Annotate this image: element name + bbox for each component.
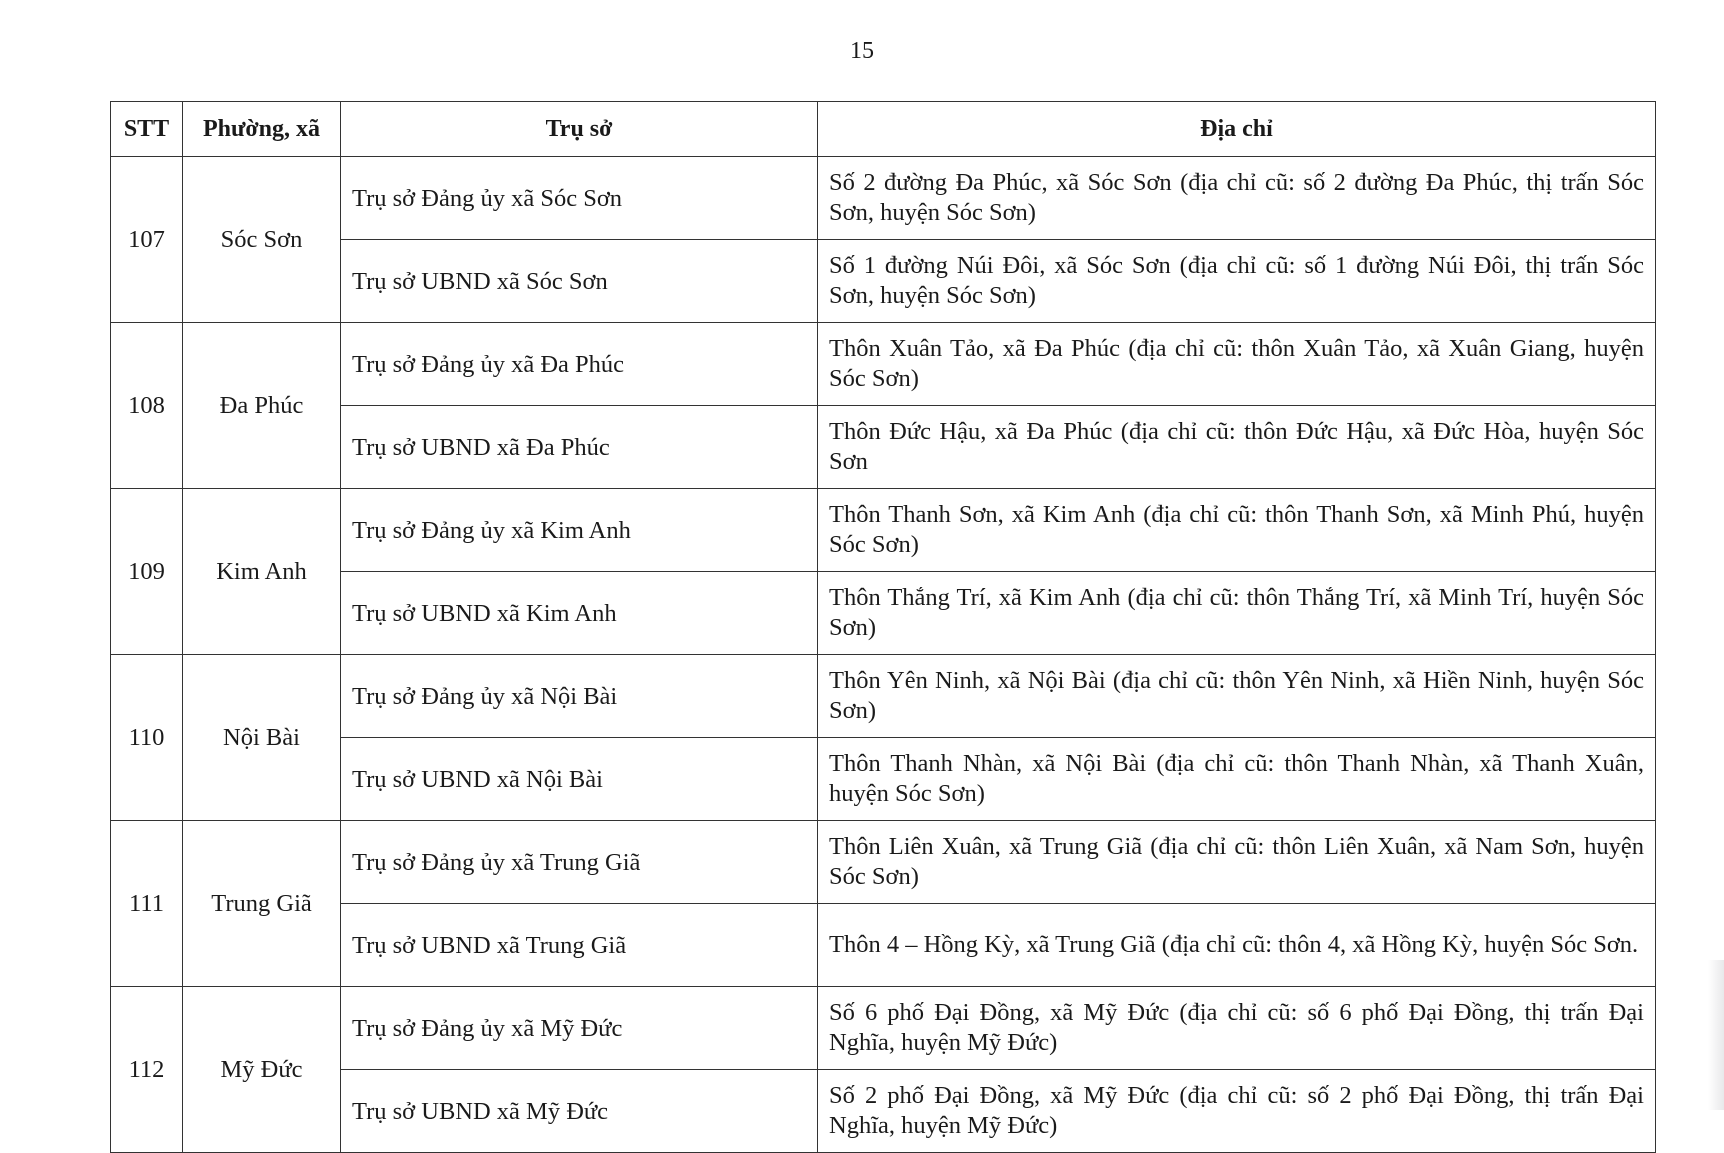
- office-cell: Trụ sở UBND xã Sóc Sơn: [341, 240, 818, 323]
- table-row: [111, 323, 1656, 406]
- table-row: [111, 987, 1656, 1070]
- address-cell: Số 2 phố Đại Đồng, xã Mỹ Đức (địa chỉ cũ: số 2 phố Đại Đồng, thị trấn Đại Nghĩa, huyện Mỹ Đức): [818, 1070, 1656, 1153]
- address-cell: Thôn Liên Xuân, xã Trung Giã (địa chỉ cũ: thôn Liên Xuân, xã Nam Sơn, huyện Sóc Sơn): [818, 821, 1656, 904]
- office-cell: Trụ sở Đảng ủy xã Mỹ Đức: [341, 987, 818, 1070]
- office-cell: Trụ sở UBND xã Mỹ Đức: [341, 1070, 818, 1153]
- office-cell: Trụ sở Đảng ủy xã Sóc Sơn: [341, 157, 818, 240]
- scan-edge-shadow: [1708, 960, 1724, 1110]
- stt-cell: 112: [111, 987, 183, 1153]
- address-cell: Thôn Thanh Sơn, xã Kim Anh (địa chỉ cũ: thôn Thanh Sơn, xã Minh Phú, huyện Sóc Sơn): [818, 489, 1656, 572]
- office-cell: Trụ sở Đảng ủy xã Đa Phúc: [341, 323, 818, 406]
- table-row: [111, 406, 1656, 489]
- address-cell: Số 1 đường Núi Đôi, xã Sóc Sơn (địa chỉ cũ: số 1 đường Núi Đôi, thị trấn Sóc Sơn, huyện Sóc Sơn): [818, 240, 1656, 323]
- table-row: [111, 655, 1656, 738]
- address-cell: Thôn 4 – Hồng Kỳ, xã Trung Giã (địa chỉ cũ: thôn 4, xã Hồng Kỳ, huyện Sóc Sơn.: [818, 904, 1656, 987]
- office-cell: Trụ sở Đảng ủy xã Nội Bài: [341, 655, 818, 738]
- header-address: Địa chỉ: [818, 102, 1656, 157]
- ward-cell: Mỹ Đức: [183, 987, 341, 1153]
- address-cell: Thôn Thắng Trí, xã Kim Anh (địa chỉ cũ: thôn Thắng Trí, xã Minh Trí, huyện Sóc Sơn): [818, 572, 1656, 655]
- ward-cell: Kim Anh: [183, 489, 341, 655]
- office-cell: Trụ sở UBND xã Trung Giã: [341, 904, 818, 987]
- stt-cell: 109: [111, 489, 183, 655]
- office-cell: Trụ sở Đảng ủy xã Kim Anh: [341, 489, 818, 572]
- table-row: [111, 904, 1656, 987]
- stt-cell: 111: [111, 821, 183, 987]
- table-row: [111, 240, 1656, 323]
- address-cell: Số 6 phố Đại Đồng, xã Mỹ Đức (địa chỉ cũ: số 6 phố Đại Đồng, thị trấn Đại Nghĩa, huyện Mỹ Đức): [818, 987, 1656, 1070]
- ward-cell: Trung Giã: [183, 821, 341, 987]
- table-row: [111, 821, 1656, 904]
- stt-cell: 107: [111, 157, 183, 323]
- table-row: [111, 489, 1656, 572]
- ward-cell: Nội Bài: [183, 655, 341, 821]
- table-row: [111, 157, 1656, 240]
- address-cell: Thôn Xuân Tảo, xã Đa Phúc (địa chỉ cũ: thôn Xuân Tảo, xã Xuân Giang, huyện Sóc Sơn): [818, 323, 1656, 406]
- ward-cell: Đa Phúc: [183, 323, 341, 489]
- office-cell: Trụ sở UBND xã Đa Phúc: [341, 406, 818, 489]
- address-cell: Thôn Thanh Nhàn, xã Nội Bài (địa chỉ cũ: thôn Thanh Nhàn, xã Thanh Xuân, huyện Sóc Sơn): [818, 738, 1656, 821]
- office-cell: Trụ sở UBND xã Kim Anh: [341, 572, 818, 655]
- header-office: Trụ sở: [341, 102, 818, 157]
- stt-cell: 110: [111, 655, 183, 821]
- table-row: [111, 572, 1656, 655]
- page-number: 15: [850, 38, 874, 64]
- header-stt: STT: [111, 102, 183, 157]
- table-row: [111, 738, 1656, 821]
- address-cell: Thôn Yên Ninh, xã Nội Bài (địa chỉ cũ: thôn Yên Ninh, xã Hiền Ninh, huyện Sóc Sơn): [818, 655, 1656, 738]
- address-cell: Số 2 đường Đa Phúc, xã Sóc Sơn (địa chỉ cũ: số 2 đường Đa Phúc, thị trấn Sóc Sơn, huyện Sóc Sơn): [818, 157, 1656, 240]
- table-row: [111, 1070, 1656, 1153]
- ward-cell: Sóc Sơn: [183, 157, 341, 323]
- office-cell: Trụ sở Đảng ủy xã Trung Giã: [341, 821, 818, 904]
- table-header-row: [111, 102, 1656, 157]
- headquarters-address-table: [110, 101, 1656, 1153]
- office-cell: Trụ sở UBND xã Nội Bài: [341, 738, 818, 821]
- header-ward: Phường, xã: [183, 102, 341, 157]
- stt-cell: 108: [111, 323, 183, 489]
- address-cell: Thôn Đức Hậu, xã Đa Phúc (địa chỉ cũ: thôn Đức Hậu, xã Đức Hòa, huyện Sóc Sơn: [818, 406, 1656, 489]
